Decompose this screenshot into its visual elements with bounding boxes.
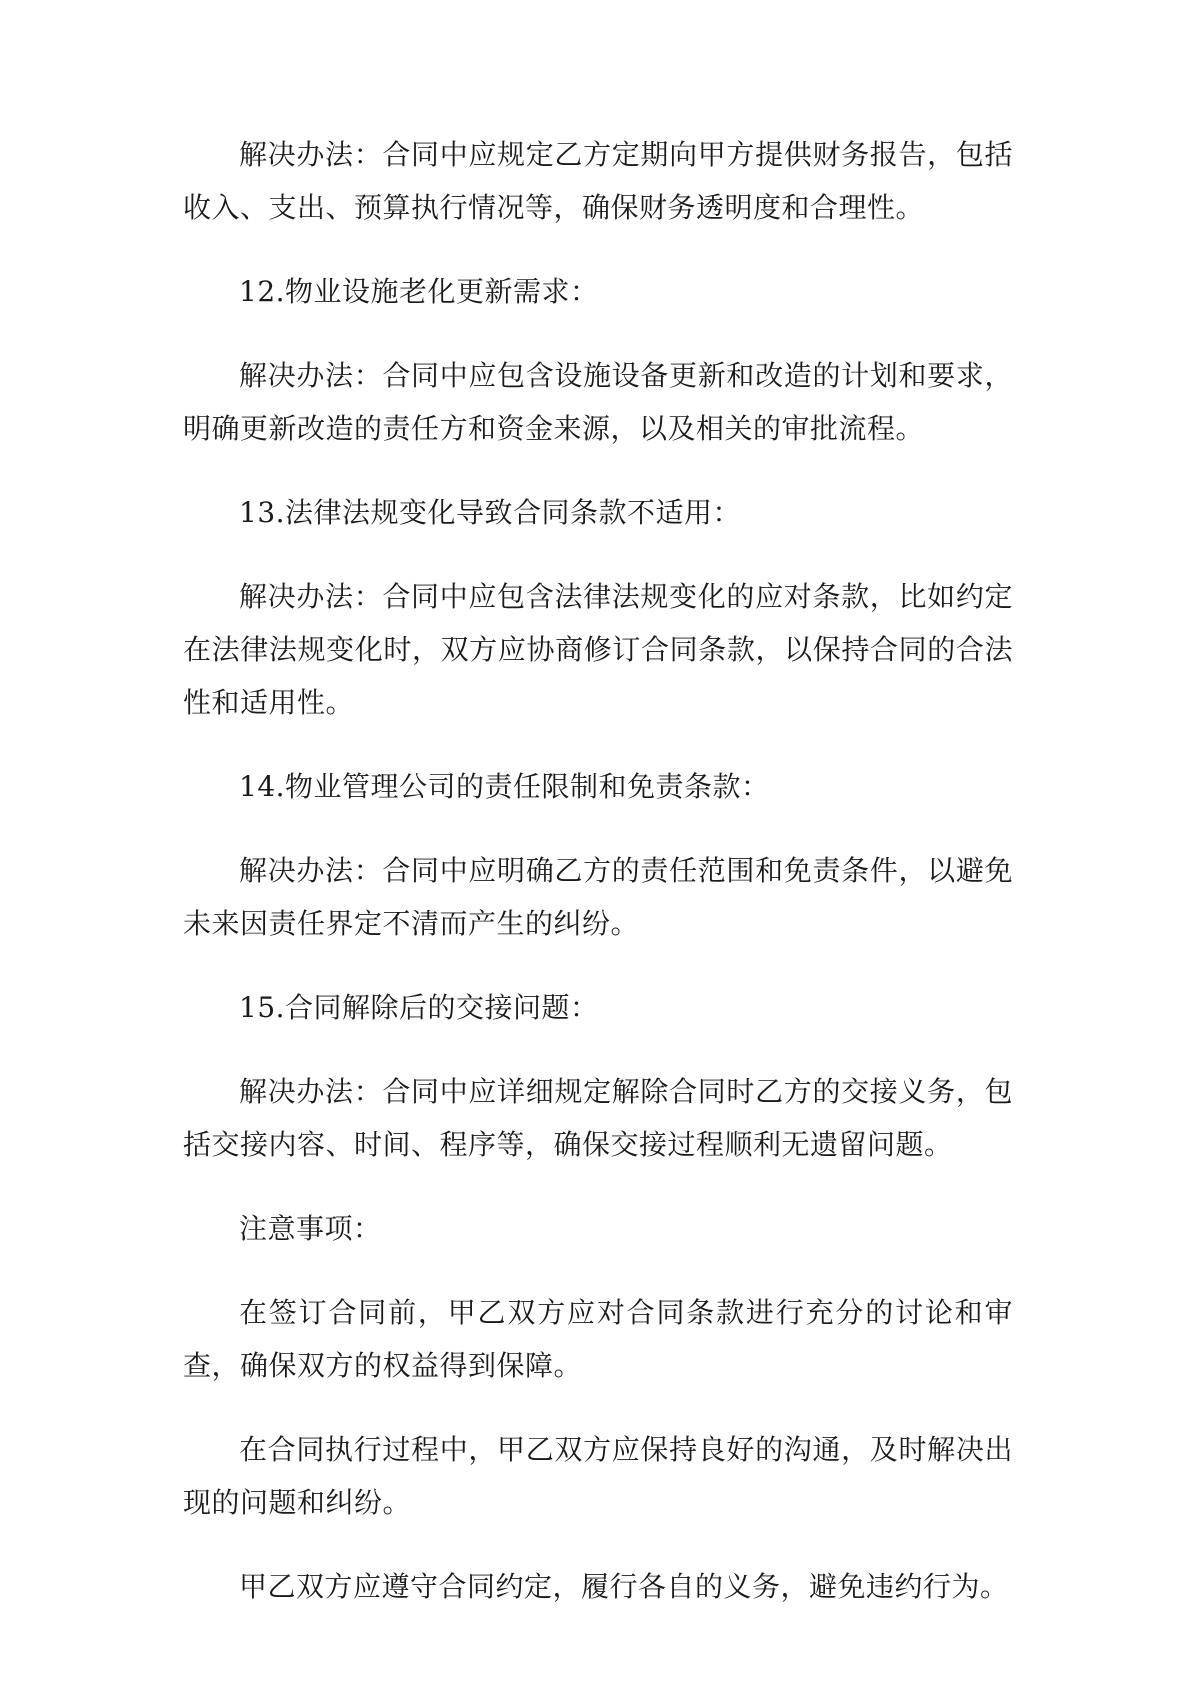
paragraph-solution-12: 解决办法：合同中应包含设施设备更新和改造的计划和要求，明确更新改造的责任方和资金来源，以及相关的审批流程。 — [183, 359, 1013, 445]
paragraph-solution-11: 解决办法：合同中应规定乙方定期向甲方提供财务报告，包括收入、支出、预算执行情况等，确保财务透明度和合理性。 — [183, 138, 1013, 224]
paragraph-solution-13: 解决办法：合同中应包含法律法规变化的应对条款，比如约定在法律法规变化时，双方应协商修订合同条款，以保持合同的合法性和适用性。 — [183, 580, 1013, 719]
paragraph-heading-15: 15.合同解除后的交接问题： — [239, 991, 599, 1024]
paragraph-heading-13: 13.法律法规变化导致合同条款不适用： — [239, 496, 742, 529]
paragraph-heading-14: 14.物业管理公司的责任限制和免责条款： — [239, 770, 770, 803]
paragraph-solution-15: 解决办法：合同中应详细规定解除合同时乙方的交接义务，包括交接内容、时间、程序等，确保交接过程顺利无遗留问题。 — [183, 1075, 1013, 1161]
paragraph-heading-notes: 注意事项： — [239, 1212, 382, 1245]
paragraph-heading-12: 12.物业设施老化更新需求： — [239, 275, 599, 308]
paragraph-note-2: 在合同执行过程中，甲乙双方应保持良好的沟通，及时解决出现的问题和纠纷。 — [183, 1433, 1013, 1519]
paragraph-note-1: 在签订合同前，甲乙双方应对合同条款进行充分的讨论和审查，确保双方的权益得到保障。 — [183, 1296, 1013, 1382]
document-page — [183, 128, 1013, 1644]
paragraph-note-3: 甲乙双方应遵守合同约定，履行各自的义务，避免违约行为。 — [239, 1570, 1009, 1603]
paragraph-solution-14: 解决办法：合同中应明确乙方的责任范围和免责条件，以避免未来因责任界定不清而产生的纠纷。 — [183, 854, 1013, 940]
